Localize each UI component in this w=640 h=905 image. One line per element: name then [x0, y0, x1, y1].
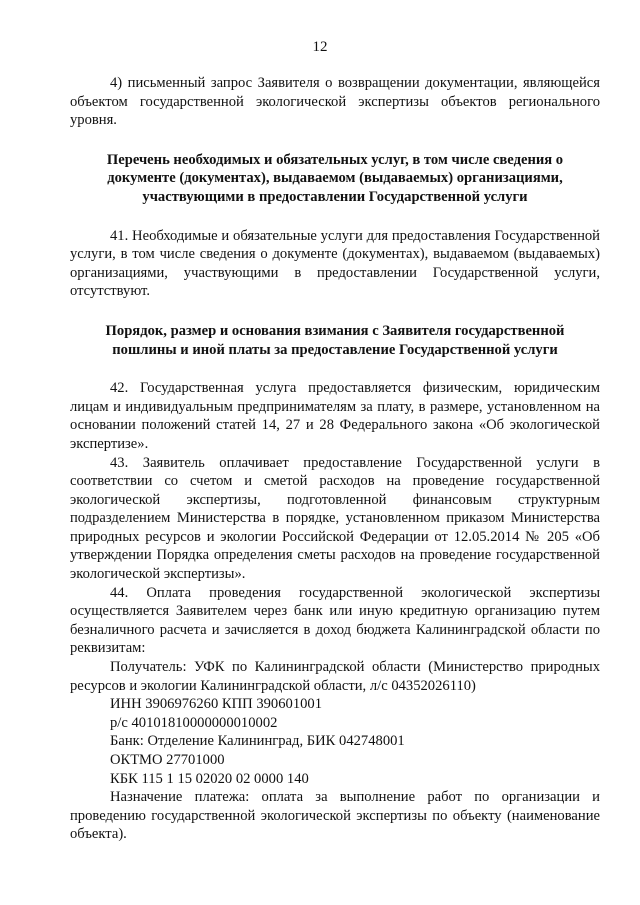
- document-body: [70, 74, 600, 844]
- paragraph-item-4: 4) письменный запрос Заявителя о возвращении документации, являющейся объектом государственной экологической экспертизы объектов регионального уровня.: [70, 75, 600, 129]
- payment-oktmo: ОКТМО 27701000: [110, 752, 225, 768]
- payment-account: р/с 40101810000000010002: [110, 714, 278, 731]
- payment-purpose: Назначение платежа: оплата за выполнение работ по организации и проведению государственной экологической экспертизы по объекту (наименование объекта).: [70, 789, 600, 843]
- page-number: 12: [312, 39, 328, 55]
- payment-recipient: Получатель: УФК по Калининградской области (Министерство природных ресурсов и экологии Калининградской области, л/с 04352026110): [70, 659, 600, 694]
- section-heading-services: Перечень необходимых и обязательных услуг, в том числе сведения о документе (документах), выдаваемом (выдаваемых) организациями, участвующими в предоставлении Государственной услуги: [106, 151, 564, 205]
- paragraph-42: 42. Государственная услуга предоставляется физическим, юридическим лицам и индивидуальным предпринимателям за плату, в размере, установленном на основании положений статей 14, 27 и 28 Федерального закона «Об экологической экспертизе».: [70, 380, 600, 452]
- payment-inn-kpp: ИНН 3906976260 КПП 390601001: [110, 696, 323, 713]
- paragraph-43: 43. Заявитель оплачивает предоставление Государственной услуги в соответствии со счетом и сметой расходов на проведение государственной экологической экспертизы, подготовленной финансовым структурным подразделением Министерства в порядке, установленном приказом Министерства природных ресурсов и экологии Российской Федерации от 12.05.2014 № 205 «Об утверждении Порядка определения сметы расходов на проведение государственной экологической экспертизы».: [70, 454, 600, 583]
- paragraph-44: 44. Оплата проведения государственной экологической экспертизы осуществляется Заявителем через банк или иную кредитную организацию путем безналичного расчета и зачисляется в доход бюджета Калининградской области по реквизитам:: [70, 584, 600, 657]
- paragraph-41: 41. Необходимые и обязательные услуги для предоставления Государственной услуги, в том числе сведения о документе (документах), выдаваемом (выдаваемых) организациями, участвующими в предоставлении Государственной услуги, отсутствуют.: [70, 227, 600, 300]
- section-heading-fees: Порядок, размер и основания взимания с Заявителя государственной пошлины и иной платы за предоставление Государственной услуги: [105, 322, 565, 358]
- payment-kbk: КБК 115 1 15 02020 02 0000 140: [110, 770, 309, 787]
- payment-bank: Банк: Отделение Калининград, БИК 042748001: [110, 733, 405, 750]
